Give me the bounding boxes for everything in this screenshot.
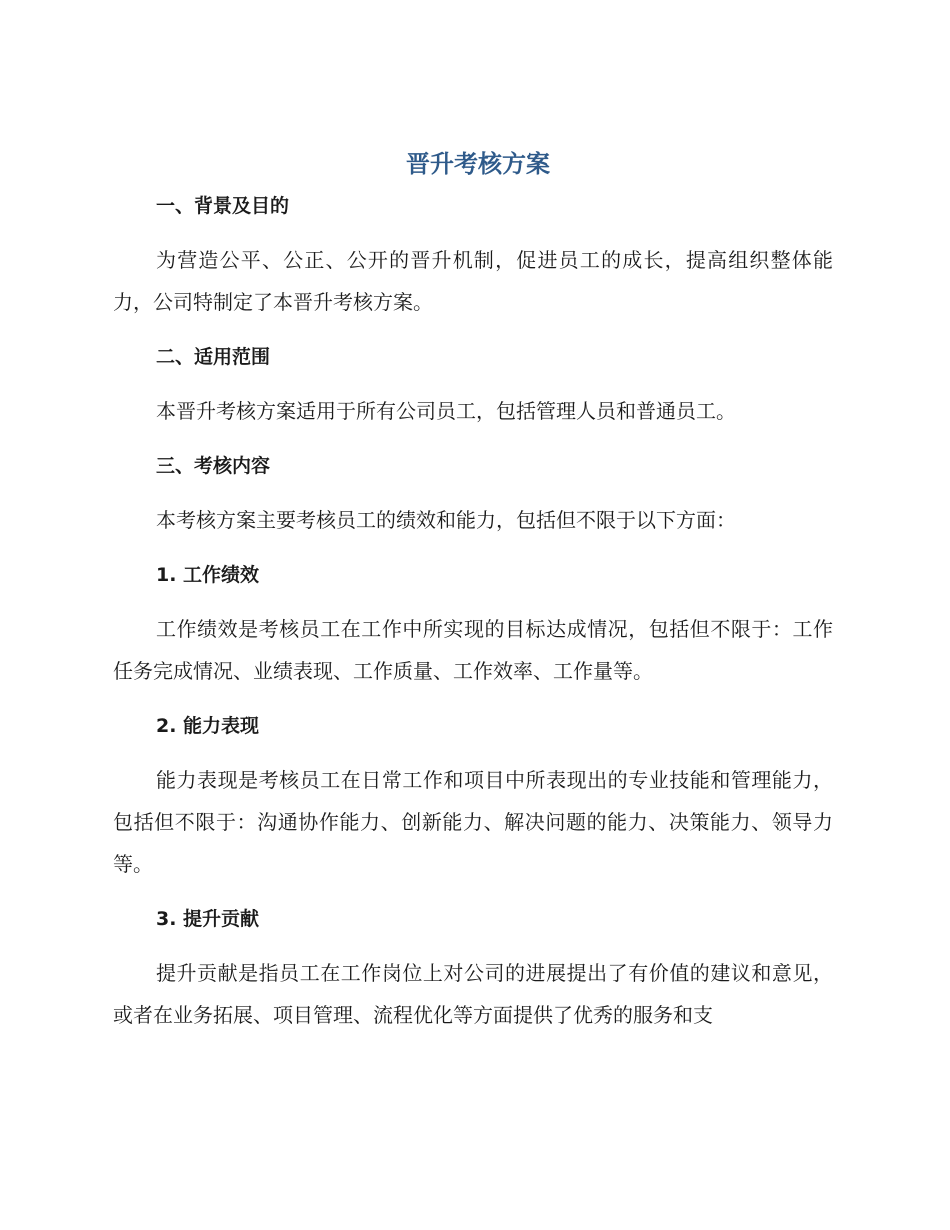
subsection-body-performance: 工作绩效是考核员工在工作中所实现的目标达成情况，包括但不限于：工作任务完成情况、业绩表现、工作质量、工作效率、工作量等。 [113,617,833,683]
subsection-body-contribution: 提升贡献是指员工在工作岗位上对公司的进展提出了有价值的建议和意见，或者在业务拓展、项目管理、流程优化等方面提供了优秀的服务和支 [113,961,833,1027]
document-content [113,145,833,1036]
section-body-scope: 本晋升考核方案适用于所有公司员工，包括管理人员和普通员工。 [156,399,736,423]
subsection-heading-contribution: 3. 提升贡献 [156,908,260,930]
subsection-heading-performance: 1. 工作绩效 [156,564,260,586]
section-heading-scope: 二、适用范围 [156,346,271,368]
subsection-heading-ability: 2. 能力表现 [156,715,260,737]
document-title: 晋升考核方案 [406,150,550,178]
subsection-body-ability: 能力表现是考核员工在日常工作和项目中所表现出的专业技能和管理能力，包括但不限于：沟通协作能力、创新能力、解决问题的能力、决策能力、领导力等。 [113,768,833,876]
section-heading-background: 一、背景及目的 [156,195,290,217]
section-body-content: 本考核方案主要考核员工的绩效和能力，包括但不限于以下方面： [156,508,736,532]
section-heading-content: 三、考核内容 [156,455,271,477]
section-body-background: 为营造公平、公正、公开的晋升机制，促进员工的成长，提高组织整体能力，公司特制定了本晋升考核方案。 [113,248,833,314]
